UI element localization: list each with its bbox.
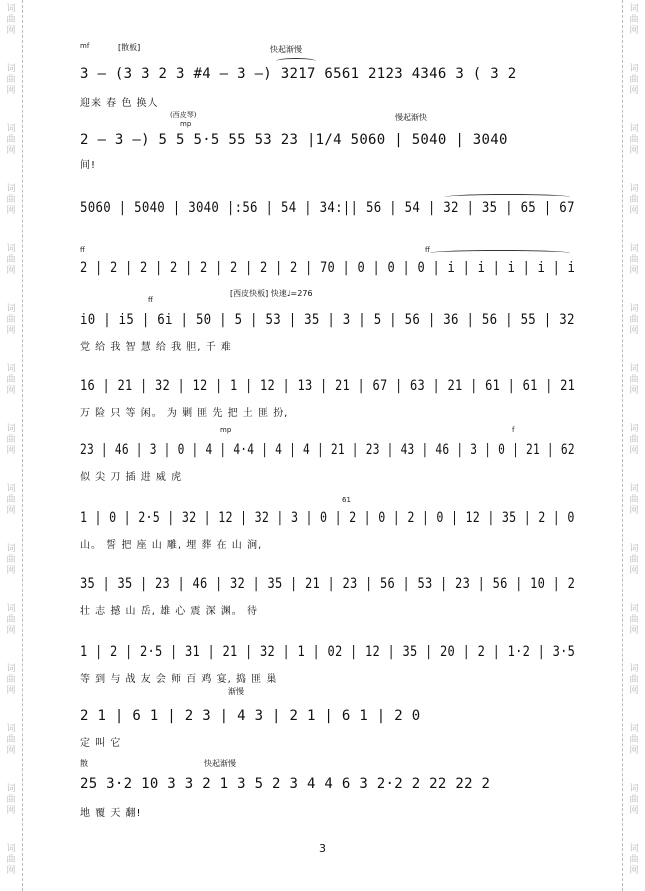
notation-line: 2 1 | 6 1 | 2 3 | 4 3 | 2 1 | 6 1 | 2 0 [80,708,421,724]
watermark-right-5: 词 曲 网 [629,244,639,276]
watermark-left-3: 词 曲 网 [6,124,16,156]
watermark-left-1: 词 曲 网 [6,4,16,36]
watermark-right-12: 词 曲 网 [629,664,639,696]
watermark-right-2: 词 曲 网 [629,64,639,96]
lyrics-line: 似 尖 刀 插 进 威 虎 [80,472,183,483]
notation-line: 16 | 21 | 32 | 12 | 1 | 12 | 13 | 21 | 67 | 63 | 21 | 61 | 61 | 21 [80,378,576,394]
lyrics-line: 等 到 与 战 友 会 师 百 鸡 宴, 捣 匪 巢 [80,674,278,685]
page-number: 3 [319,842,326,855]
score-system-10 [80,630,575,690]
dynamic-mark: ff [80,246,85,254]
notation-line: 2 – 3 –) 5 5 5·5 55 53 23 |1/4 5060 | 5040 | 3040 [80,132,508,148]
lyrics-line: 山。 誓 把 座 山 雕, 埋 葬 在 山 涧, [80,540,263,551]
slur-mark [276,58,316,64]
watermark-left-2: 词 曲 网 [6,64,16,96]
lyrics-line: 壮 志 撼 山 岳, 雄 心 震 深 渊。 待 [80,606,258,617]
lyrics-line: 地 覆 天 翻! [80,808,142,819]
score-system-11 [80,686,575,749]
notation-line: 5060 | 5040 | 3040 |:56 | 54 | 34:|| 56 | 54 | 32 | 35 | 65 | 67 [80,200,575,216]
watermark-right-3: 词 曲 网 [629,124,639,156]
score-system-3 [80,188,575,228]
watermark-right-4: 词 曲 网 [629,184,639,216]
score-system-9 [80,562,575,622]
tempo-marking: [散板] [118,43,141,52]
dynamic-mark: mp [220,426,232,434]
notation-line: 3 – (3 3 2 3 #4 – 3 –) 3217 6561 2123 4346 3 ( 3 2 [80,66,517,82]
watermark-right-11: 词 曲 网 [629,604,639,636]
lyrics-line: 定 叫 它 [80,738,122,749]
tempo-marking: 慢起渐快 [395,113,427,122]
dynamic-mark: mf [80,42,90,50]
score-system-5 [80,288,575,354]
score-system-8 [80,496,575,556]
watermark-right-1: 词 曲 网 [629,4,639,36]
lyrics-line: 间! [80,160,97,171]
watermark-left-7: 词 曲 网 [6,364,16,396]
score-system-2 [80,110,575,170]
slur-mark [430,250,570,256]
notation-line: 1 | 2 | 2·5 | 31 | 21 | 32 | 1 | 02 | 12 | 35 | 20 | 2 | 1·2 | 3·5 [80,644,576,660]
score-system-1 [80,38,575,114]
notation-line: i0 | i5 | 6i | 50 | 5 | 53 | 35 | 3 | 5 | 56 | 36 | 56 | 55 | 32 [80,312,575,328]
watermark-left-10: 词 曲 网 [6,544,16,576]
tempo-marking: 快起渐慢 [270,45,302,54]
tempo-marking: 散 [80,759,88,768]
watermark-left-11: 词 曲 网 [6,604,16,636]
watermark-left-14: 词 曲 网 [6,784,16,816]
notation-line: 25 3·2 10 3 3 2 1 3 5 2 3 4 4 6 3 2·2 2 22 22 2 [80,776,491,792]
score-system-4 [80,246,575,286]
watermark-left-8: 词 曲 网 [6,424,16,456]
watermark-right-10: 词 曲 网 [629,544,639,576]
watermark-left-4: 词 曲 网 [6,184,16,216]
watermark-left-13: 词 曲 网 [6,724,16,756]
dynamic-mark: ff [425,246,430,254]
watermark-left-15: 词 曲 网 [6,844,16,876]
watermark-left-9: 词 曲 网 [6,484,16,516]
notation-line: 2 | 2 | 2 | 2 | 2 | 2 | 2 | 2 | 70 | 0 | 0 | 0 | i | i | i | i | i [80,260,576,276]
lyrics-line: 万 险 只 等 闲。 为 剿 匪 先 把 土 匪 扮, [80,408,289,419]
tempo-marking: 快起渐慢 [204,759,236,768]
grace-note-mark: 61 [342,496,351,504]
watermark-right-14: 词 曲 网 [629,784,639,816]
watermark-right-13: 词 曲 网 [629,724,639,756]
dynamic-mark: mp [180,120,192,128]
watermark-left-5: 词 曲 网 [6,244,16,276]
tempo-marking: 渐慢 [228,687,244,696]
dynamic-mark: f [512,426,515,434]
notation-line: 35 | 35 | 23 | 46 | 32 | 35 | 21 | 23 | 56 | 53 | 23 | 56 | 10 | 2 [80,576,576,592]
watermark-left-12: 词 曲 网 [6,664,16,696]
notation-line: 23 | 46 | 3 | 0 | 4 | 4·4 | 4 | 4 | 21 | 23 | 43 | 46 | 3 | 0 | 21 | 62 [80,442,575,458]
watermark-left-6: 词 曲 网 [6,304,16,336]
watermark-right-15: 词 曲 网 [629,844,639,876]
watermark-right-6: 词 曲 网 [629,304,639,336]
lyrics-line: 党 给 我 智 慧 给 我 胆, 千 难 [80,342,232,353]
tempo-marking: [西皮快板] 快速♩=276 [230,289,313,298]
lyrics-line: 迎来 春 色 换人 [80,98,159,109]
score-system-6 [80,374,575,420]
watermark-right-9: 词 曲 网 [629,484,639,516]
instrument-mark: (西皮琴) [170,111,197,119]
score-system-12 [80,756,575,822]
score-system-7 [80,426,575,486]
watermark-right-8: 词 曲 网 [629,424,639,456]
dynamic-mark: ff [148,296,153,304]
watermark-right-7: 词 曲 网 [629,364,639,396]
notation-line: 1 | 0 | 2·5 | 32 | 12 | 32 | 3 | 0 | 2 | 0 | 2 | 0 | 12 | 35 | 2 | 0 [80,510,575,526]
